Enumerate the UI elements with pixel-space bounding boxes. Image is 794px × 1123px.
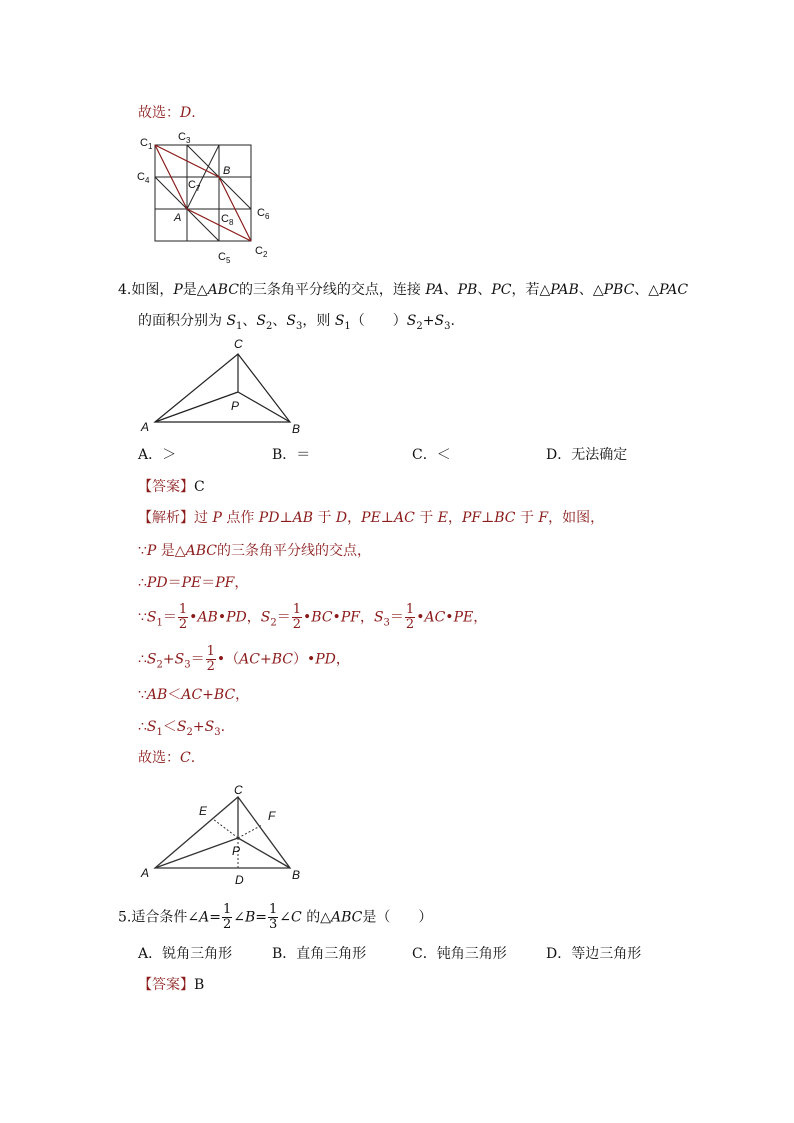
label-c4: $C_4$ — [137, 171, 150, 185]
answer-prefix: 故选： — [138, 105, 180, 121]
triangle-figure-1 — [138, 335, 308, 437]
label-a: A — [141, 420, 150, 434]
label-f: F — [268, 809, 276, 823]
analysis-line-4: $\because S_1=$ $\frac{1}{2}$ •AB•PD，$S_2=$ $\frac{1}{2}$ •BC•PF，$S_3=$ $\frac{1}{2}$ •AC•PE， — [138, 602, 488, 632]
option-a: A．＞ — [138, 447, 177, 463]
option-b: B．＝ — [272, 447, 311, 463]
answer-choice: D — [180, 105, 192, 121]
fraction-half: $\frac{1}{2}$ — [222, 902, 232, 932]
label-c5: $C_5$ — [218, 251, 231, 265]
analysis-line-5: $\therefore S_2+S_3=$ $\frac{1}{2}$ •（AC+BC）•PD， — [138, 644, 350, 674]
analysis-final-answer: 故选：C. — [138, 750, 196, 766]
q5-option-b: B．直角三角形 — [272, 946, 367, 962]
label-b: B — [223, 165, 231, 177]
label-a: A — [141, 866, 150, 880]
top-answer-line: 故选：D. — [138, 105, 196, 121]
label-c6: $C_6$ — [257, 207, 270, 221]
triangle-figure-2 — [138, 780, 308, 888]
grid-figure — [134, 128, 284, 268]
label-c2: $C_2$ — [255, 245, 268, 259]
analysis-line-2: ∵P 是△ABC的三条角平分线的交点， — [138, 543, 371, 559]
label-c7: $C_7$ — [188, 179, 201, 193]
option-c: C．＜ — [412, 447, 451, 463]
q4-line-1: 4.如图，P是△ABC的三条角平分线的交点，连接 PA、PB、PC，若△PAB、△PBC、△PAC — [118, 282, 689, 298]
answer-line-q4: 【答案】C — [138, 479, 205, 495]
label-p: P — [232, 844, 241, 858]
fraction-half: $\frac{1}{2}$ — [292, 602, 302, 632]
q5-option-c: C．钝角三角形 — [412, 946, 507, 962]
option-d: D．无法确定 — [546, 447, 628, 463]
label-c: C — [234, 337, 243, 351]
fraction-half: $\frac{1}{2}$ — [178, 602, 188, 632]
label-e: E — [199, 804, 208, 818]
label-c1: $C_1$ — [140, 137, 153, 151]
analysis-line-3: ∴PD＝PE＝PF， — [138, 575, 249, 591]
q5-stem: 5.适合条件∠A= $\frac{1}{2}$ ∠B= $\frac{1}{3}$ ∠C 的△ABC是（ ） — [118, 902, 433, 932]
label-d: D — [235, 873, 244, 887]
grid-lines — [155, 145, 251, 241]
q5-option-d: D．等边三角形 — [546, 946, 642, 962]
analysis-line-1: 【解析】过 P 点作 PD⊥AB 于 D，PE⊥AC 于 E，PF⊥BC 于 F，如图， — [138, 510, 605, 526]
label-c: C — [234, 783, 243, 797]
answer-line-q5: 【答案】B — [138, 977, 205, 993]
label-c3: $C_3$ — [178, 131, 191, 145]
fraction-third: $\frac{1}{3}$ — [269, 902, 278, 932]
q4-line-2: 的面积分别为 $S_1$、$S_2$、$S_3$，则 $S_1$（ ）$S_2+S_3$. — [138, 313, 455, 332]
red-lines — [155, 145, 251, 241]
label-p: P — [231, 399, 240, 413]
analysis-line-7: $\therefore S_1<S_2+S_3$. — [138, 719, 226, 738]
label-b: B — [292, 868, 301, 882]
label-b: B — [292, 422, 301, 436]
label-c8: $C_8$ — [221, 213, 234, 227]
analysis-line-6: ∵AB＜AC+BC， — [138, 687, 250, 703]
fraction-half: $\frac{1}{2}$ — [206, 644, 215, 674]
q5-option-a: A．锐角三角形 — [138, 946, 233, 962]
label-a: A — [174, 212, 182, 224]
fraction-half: $\frac{1}{2}$ — [405, 602, 415, 632]
